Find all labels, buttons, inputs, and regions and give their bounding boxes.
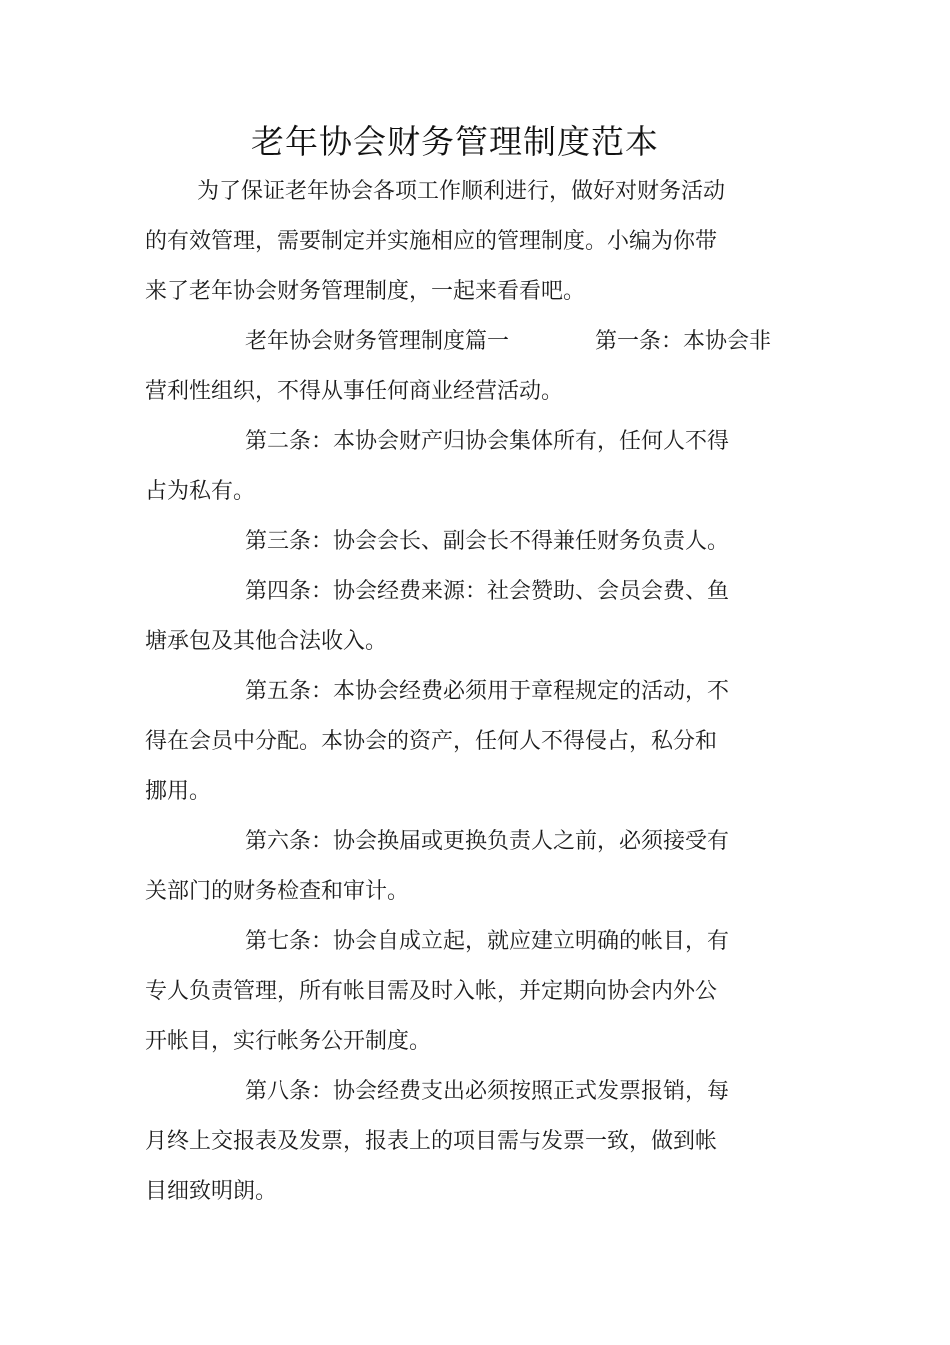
article-line: 第四条：协会经费来源：社会赞助、会员会费、鱼 [245,579,730,604]
paragraph-line: 塘承包及其他合法收入。 [145,629,388,654]
document-title: 老年协会财务管理制度范本 [251,122,659,161]
article-line: 第七条：协会自成立起，就应建立明确的帐目，有 [245,929,730,954]
article-label: 第一条：本协会非 [595,329,772,354]
paragraph-line: 得在会员中分配。本协会的资产，任何人不得侵占，私分和 [145,729,718,754]
article-line: 第五条：本协会经费必须用于章程规定的活动，不 [245,679,730,704]
article-line: 第三条：协会会长、副会长不得兼任财务负责人。 [245,529,730,554]
article-line: 第六条：协会换届或更换负责人之前，必须接受有 [245,829,730,854]
paragraph-line: 开帐目，实行帐务公开制度。 [145,1029,432,1054]
paragraph-line: 目细致明朗。 [145,1179,278,1204]
section-heading-line [245,327,771,357]
paragraph-line: 来了老年协会财务管理制度，一起来看看吧。 [145,279,586,304]
section-heading: 老年协会财务管理制度篇一 [245,329,510,354]
paragraph-line: 专人负责管理，所有帐目需及时入帐，并定期向协会内外公 [145,979,718,1004]
paragraph-line: 为了保证老年协会各项工作顺利进行，做好对财务活动 [197,179,726,204]
paragraph-line: 关部门的财务检查和审计。 [145,879,410,904]
paragraph-line: 挪用。 [145,779,212,804]
paragraph-line: 占为私有。 [145,479,256,504]
paragraph-line: 月终上交报表及发票，报表上的项目需与发票一致，做到帐 [145,1129,718,1154]
paragraph-line: 营利性组织，不得从事任何商业经营活动。 [145,379,564,404]
article-line: 第八条：协会经费支出必须按照正式发票报销，每 [245,1079,730,1104]
paragraph-line: 的有效管理，需要制定并实施相应的管理制度。小编为你带 [145,229,718,254]
article-line: 第二条：本协会财产归协会集体所有，任何人不得 [245,429,730,454]
